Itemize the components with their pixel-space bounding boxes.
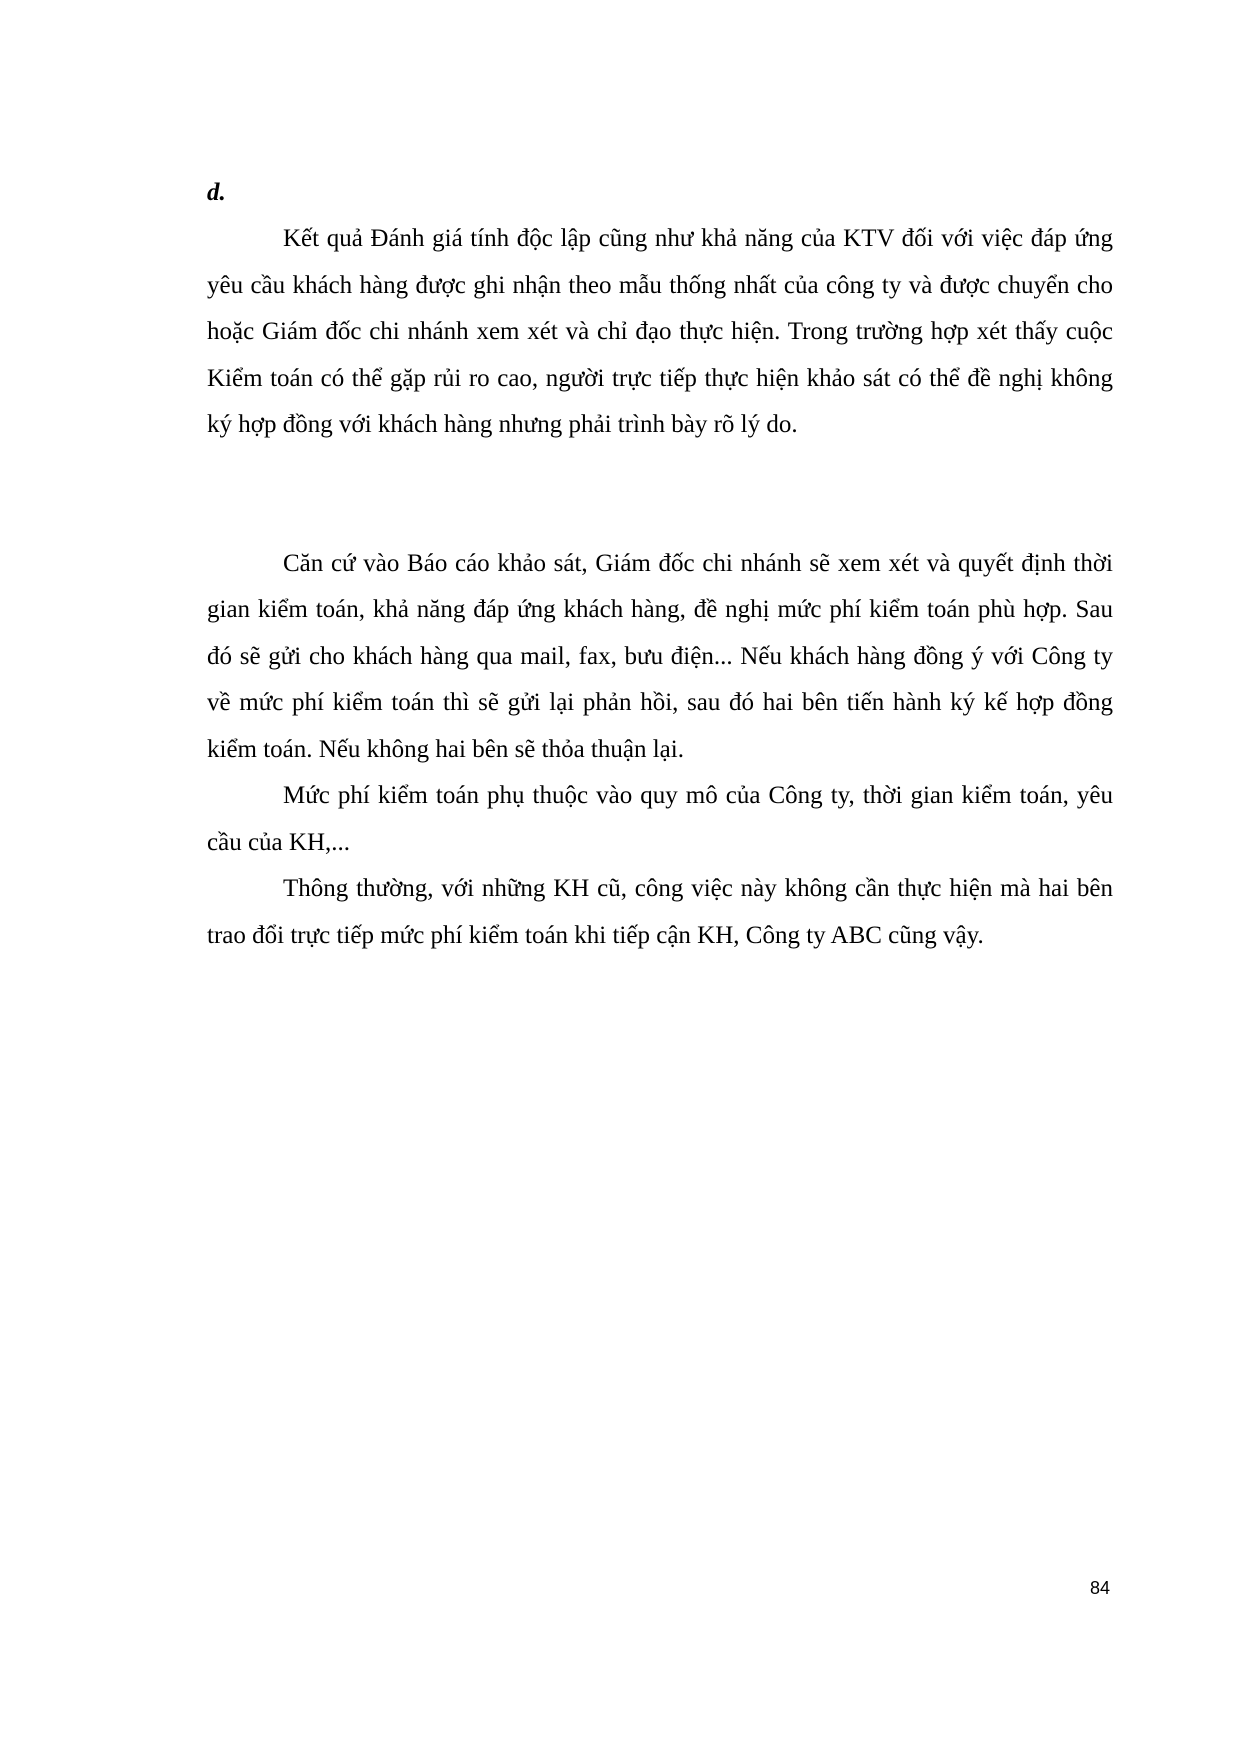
page-number: 84: [1090, 1578, 1111, 1598]
section-heading: d.: [207, 179, 226, 206]
paragraph-existing-clients: Thông thường, với những KH cũ, công việc này không cần thực hiện mà hai bên trao đổi trực tiếp mức phí kiểm toán khi tiếp cận KH, Công ty ABC cũng vậy.: [207, 875, 1113, 949]
paragraph-spacer: [207, 449, 1113, 541]
paragraph-audit-fee: Mức phí kiểm toán phụ thuộc vào quy mô của Công ty, thời gian kiểm toán, yêu cầu của KH,...: [207, 782, 1113, 856]
page-content: [207, 178, 1113, 959]
paragraph-survey-report: Căn cứ vào Báo cáo khảo sát, Giám đốc chi nhánh sẽ xem xét và quyết định thời gian kiểm toán, khả năng đáp ứng khách hàng, đề nghị mức phí kiểm toán phù hợp. Sau đó sẽ gửi cho khách hàng qua mail, fax, bưu điện... Nếu khách hàng đồng ý với Công ty về mức phí kiểm toán thì sẽ gửi lại phản hồi, sau đó hai bên tiến hành ký kế hợp đồng kiểm toán. Nếu không hai bên sẽ thỏa thuận lại.: [207, 549, 1113, 763]
paragraph-independence-assessment: Kết quả Đánh giá tính độc lập cũng như khả năng của KTV đối với việc đáp ứng yêu cầu khách hàng được ghi nhận theo mẫu thống nhất của công ty và được chuyển cho hoặc Giám đốc chi nhánh xem xét và chỉ đạo thực hiện. Trong trường hợp xét thấy cuộc Kiểm toán có thể gặp rủi ro cao, người trực tiếp thực hiện khảo sát có thể đề nghị không ký hợp đồng với khách hàng nhưng phải trình bày rõ lý do.: [207, 225, 1113, 438]
